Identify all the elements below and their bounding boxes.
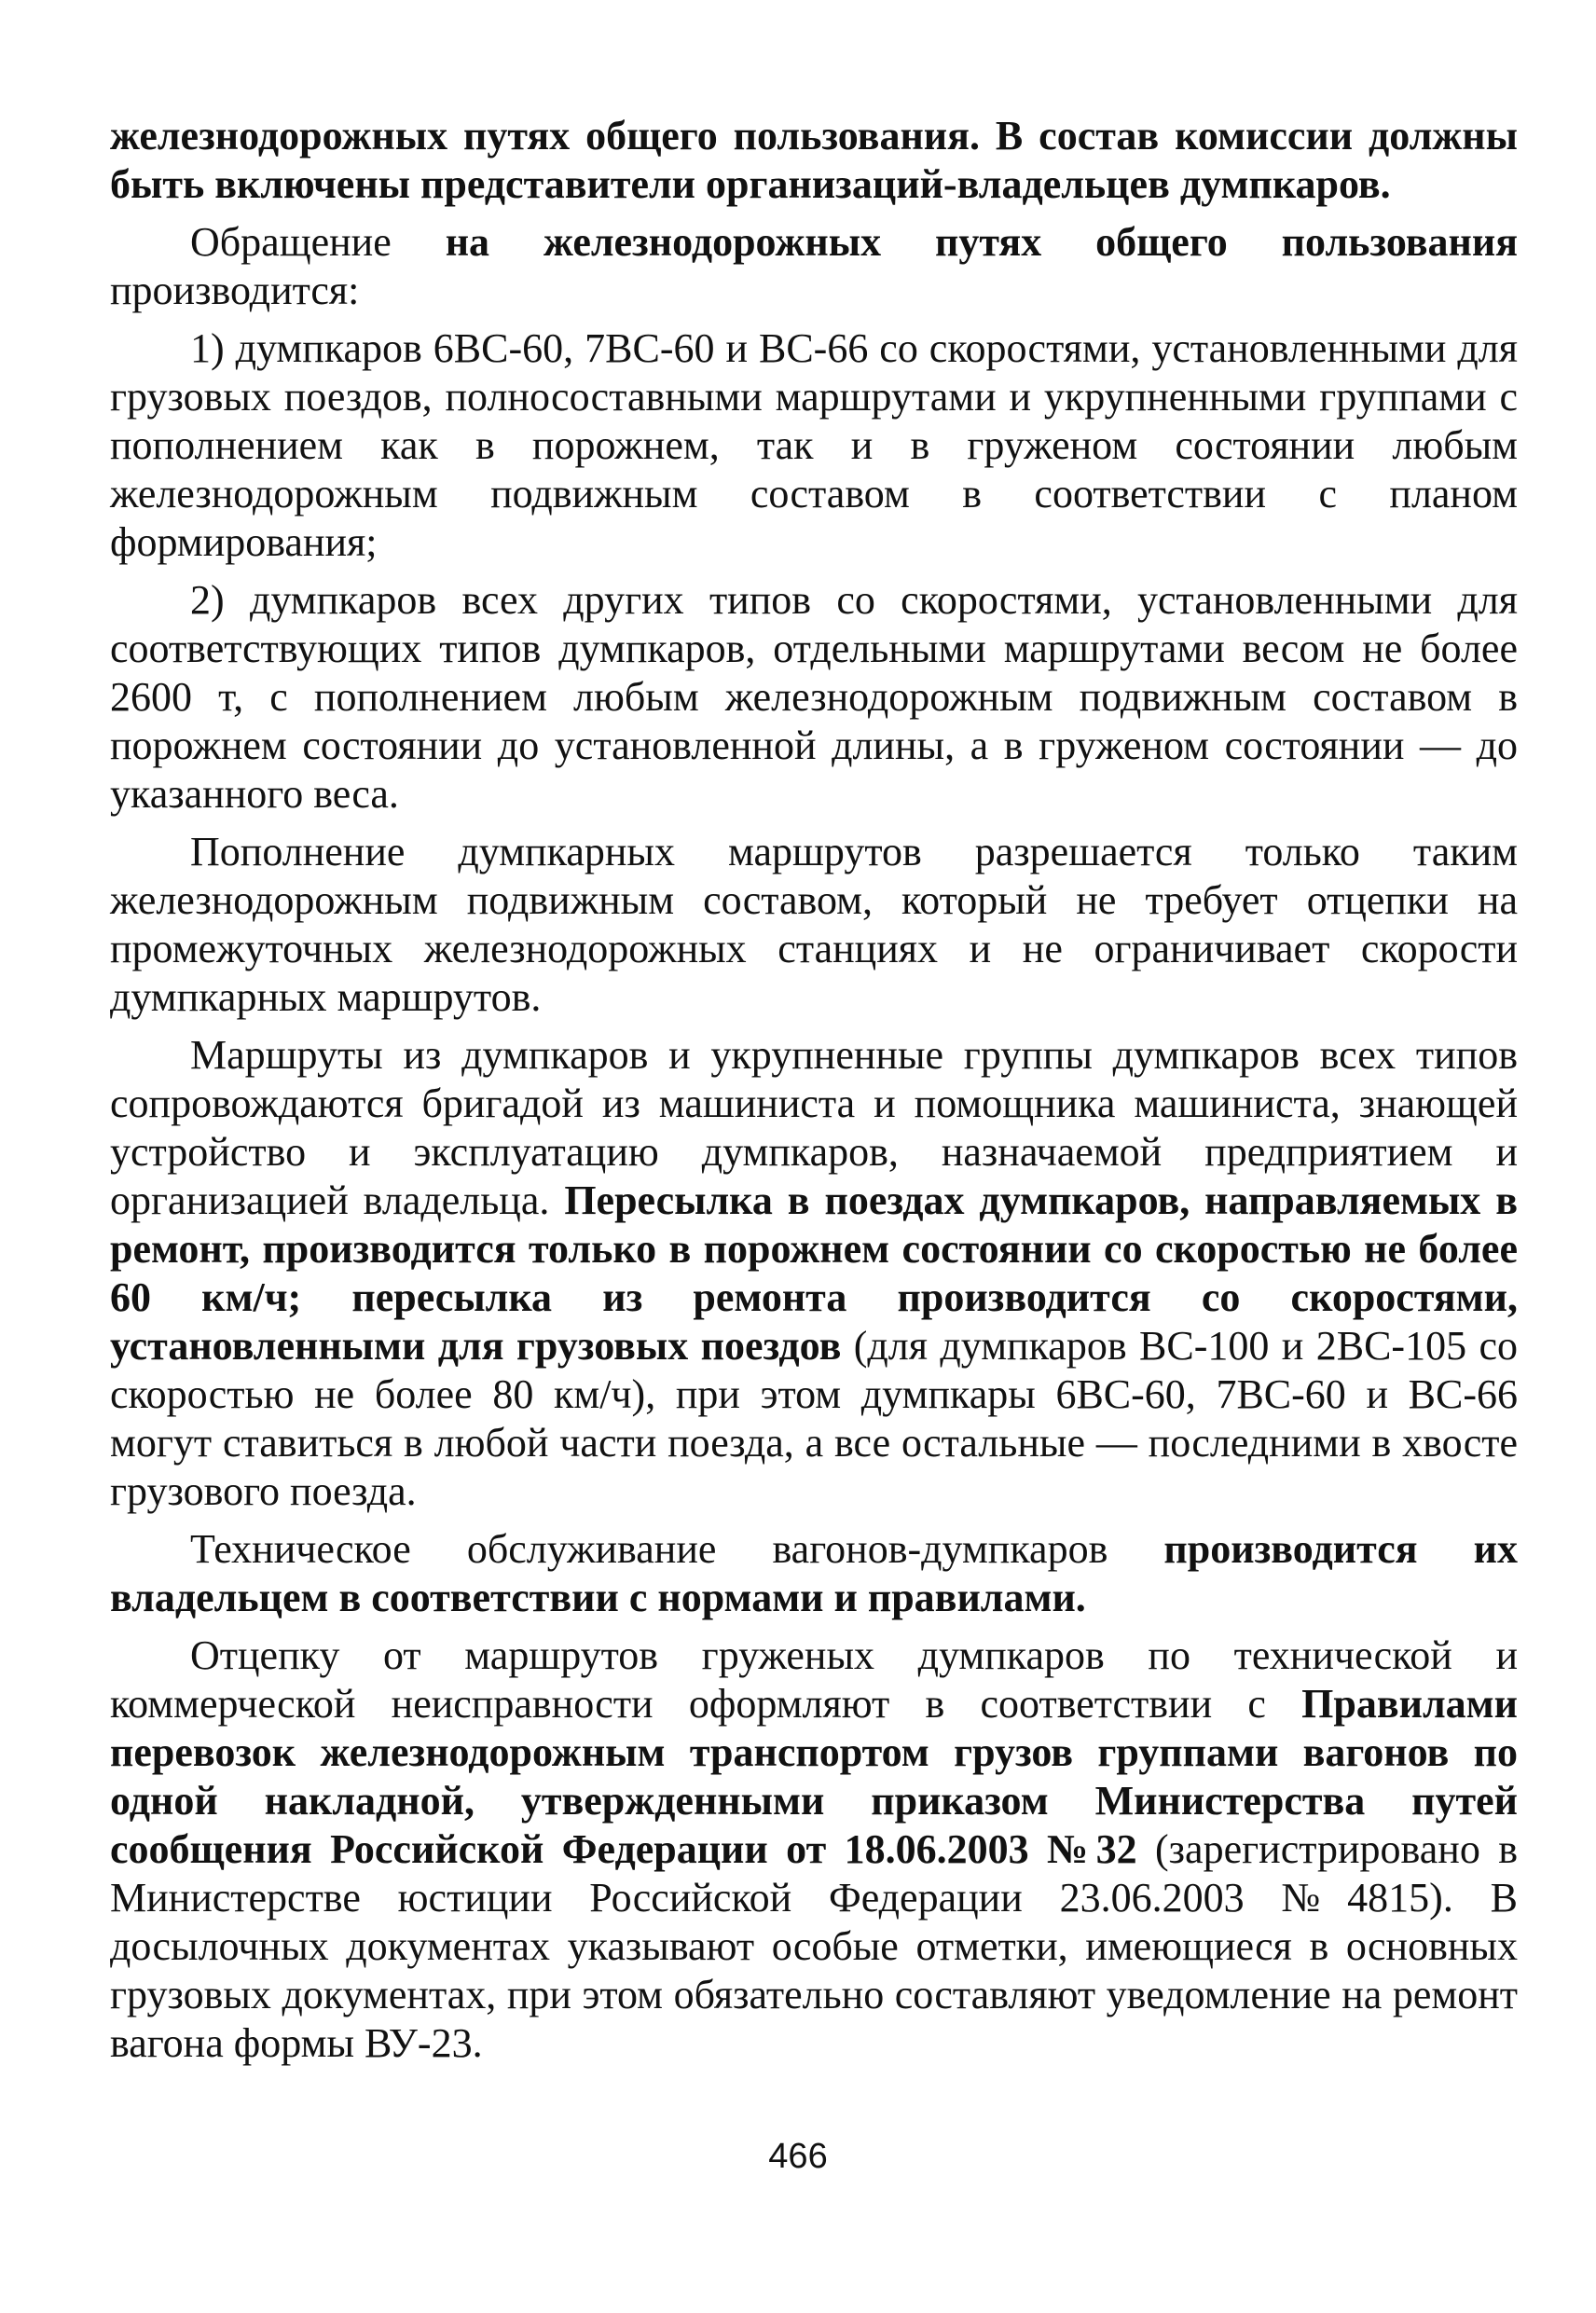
paragraph <box>110 1525 1518 1622</box>
bold-text-run: Правилами перевозок железнодорожным транспортом грузов группами вагонов по одной накладной, утвержденными приказом Министерства путей сообщения Российской Федерации от 18.06.2003 №32 <box>110 1681 1518 1872</box>
text-run: Пополнение думпкарных маршрутов разрешается только таким железнодорожным подвижным составом, который не требует отцепки на промежуточных железнодорожных станциях и не ограничивает скорости думпкарных маршрутов. <box>110 829 1518 1020</box>
paragraph <box>110 324 1518 567</box>
paragraph <box>110 112 1518 209</box>
text-run: производится: <box>110 268 360 313</box>
bold-text-run: железнодорожных путях общего пользования. В состав комиссии должны быть включены представители организаций-владельцев думпкаров. <box>110 113 1518 207</box>
paragraph <box>110 218 1518 315</box>
text-run: (зарегистрировано в Министерстве юстиции Российской Федерации 23.06.2003 №4815). В досылочных документах указывают особые отметки, имеющиеся в основных грузовых документах, при этом обязательно составляют уведомление на ремонт вагона формы ВУ-23. <box>110 1826 1518 2066</box>
text-run: Отцепку от маршрутов груженых думпкаров по технической и коммерческой неисправности оформляют в соответствии с <box>110 1632 1518 1727</box>
bold-text-run: на железнодорожных путях общего пользования <box>445 219 1518 265</box>
bold-text-run: производится их владельцем в соответствии с нормами и правилами. <box>110 1526 1518 1620</box>
paragraph <box>110 1031 1518 1516</box>
text-run: Обращение <box>190 219 446 265</box>
text-run: Техническое обслуживание вагонов-думпкаров <box>190 1526 1164 1572</box>
text-run: (для думпкаров ВС-100 и 2ВС-105 со скоростью не более 80 км/ч), при этом думпкары 6ВС-60, 7ВС-60 и ВС-66 могут ставиться в любой части поезда, а все остальные — последними в хвосте грузового поезда. <box>110 1323 1518 1514</box>
text-run: Маршруты из думпкаров и укрупненные группы думпкаров всех типов сопровождаются бригадой из машиниста и помощника машиниста, знающей устройство и эксплуатацию думпкаров, назначаемой предприятием и организацией владельца. <box>110 1032 1518 1223</box>
paragraph <box>110 576 1518 819</box>
paragraph <box>110 1631 1518 2068</box>
bold-text-run: Пересылка в поездах думпкаров, направляемых в ремонт, производится только в порожнем состоянии со скоростью не более 60 км/ч; пересылка из ремонта производится со скоростями, установленными для грузовых поездов <box>110 1177 1518 1369</box>
paragraph <box>110 828 1518 1022</box>
text-run: 1) думпкаров 6ВС-60, 7ВС-60 и ВС-66 со скоростями, установленными для грузовых поездов, полносоставными маршрутами и укрупненными группами с пополнением как в порожнем, так и в груженом состоянии любым железнодорожным подвижным составом в соответствии с планом формирования; <box>110 325 1518 565</box>
page-body <box>110 112 1518 2077</box>
text-run: 2) думпкаров всех других типов со скоростями, установленными для соответствующих типов думпкаров, отдельными маршрутами весом не более 2600 т, с пополнением любым железнодорожным подвижным составом в порожнем состоянии до установленной длины, а в груженом состоянии — до указанного веса. <box>110 577 1518 817</box>
page-number: 466 <box>768 2137 828 2176</box>
